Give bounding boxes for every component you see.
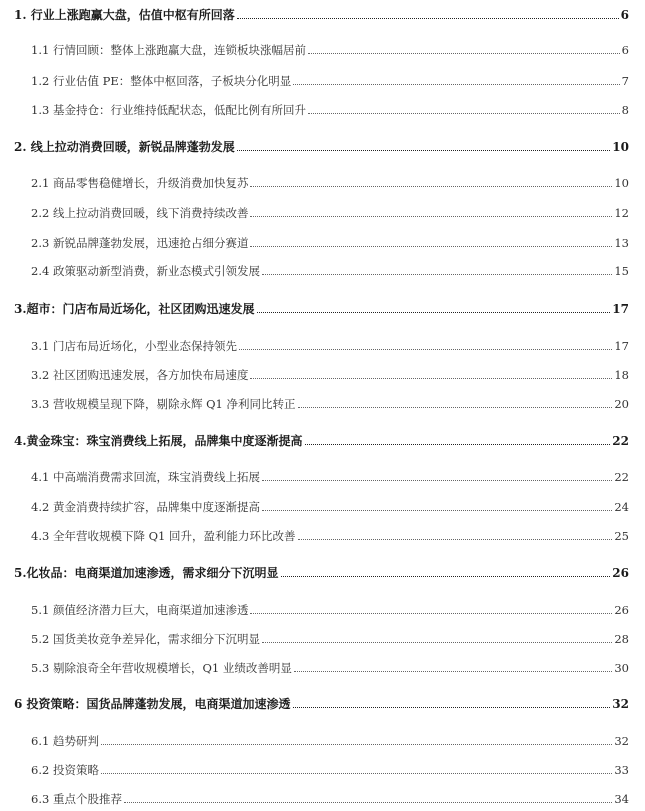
toc-title: 5.2 国货美妆竞争差异化，需求细分下沉明显 — [31, 632, 260, 646]
toc-page-number: 18 — [614, 368, 629, 382]
leader-dots — [293, 84, 619, 85]
toc-section-6[interactable] — [14, 695, 629, 711]
toc-subsection-5-3[interactable] — [31, 659, 629, 675]
toc-title: 5.化妆品：电商渠道加速渗透，需求细分下沉明显 — [14, 566, 279, 580]
toc-page-number: 30 — [614, 661, 629, 675]
toc-subsection-6-3[interactable] — [31, 790, 629, 806]
leader-dots — [298, 407, 613, 408]
toc-title: 5.3 剔除浪奇全年营收规模增长，Q1 业绩改善明显 — [31, 661, 292, 675]
toc-section-4[interactable] — [14, 432, 629, 448]
leader-dots — [281, 576, 611, 577]
toc-title: 2. 线上拉动消费回暖，新锐品牌蓬勃发展 — [14, 140, 235, 154]
toc-title: 6.3 重点个股推荐 — [31, 792, 122, 806]
toc-title: 2.1 商品零售稳健增长，升级消费加快复苏 — [31, 176, 249, 190]
toc-subsection-4-3[interactable] — [31, 527, 629, 543]
toc-subsection-2-2[interactable] — [31, 204, 629, 220]
toc-subsection-5-1[interactable] — [31, 601, 629, 617]
leader-dots — [250, 186, 612, 187]
toc-subsection-2-1[interactable] — [31, 174, 629, 190]
toc-title: 1.3 基金持仓：行业维持低配状态，低配比例有所回升 — [31, 103, 306, 117]
toc-title: 2.2 线上拉动消费回暖，线下消费持续改善 — [31, 206, 249, 220]
leader-dots — [239, 349, 612, 350]
toc-title: 6 投资策略：国货品牌蓬勃发展，电商渠道加速渗透 — [14, 697, 291, 711]
toc-title: 6.2 投资策略 — [31, 763, 99, 777]
toc-title: 1.2 行业估值 PE：整体中枢回落，子板块分化明显 — [31, 74, 292, 88]
leader-dots — [237, 18, 619, 19]
toc-subsection-1-2[interactable] — [31, 72, 629, 88]
leader-dots — [262, 274, 612, 275]
toc-page-number: 22 — [614, 470, 629, 484]
leader-dots — [101, 773, 612, 774]
leader-dots — [257, 312, 611, 313]
leader-dots — [262, 642, 612, 643]
toc-page-number: 24 — [614, 500, 629, 514]
toc-subsection-2-3[interactable] — [31, 234, 629, 250]
toc-title: 2.3 新锐品牌蓬勃发展，迅速抢占细分赛道 — [31, 236, 249, 250]
leader-dots — [262, 480, 612, 481]
leader-dots — [250, 378, 612, 379]
toc-title: 1.1 行情回顾：整体上涨跑赢大盘，连锁板块涨幅居前 — [31, 43, 306, 57]
toc-page-number: 6 — [620, 8, 629, 22]
toc-subsection-6-2[interactable] — [31, 761, 629, 777]
leader-dots — [250, 246, 612, 247]
toc-page-number: 7 — [621, 74, 629, 88]
toc-page-number: 34 — [614, 792, 629, 806]
toc-page-number: 12 — [614, 206, 629, 220]
toc-title: 4.1 中高端消费需求回流，珠宝消费线上拓展 — [31, 470, 260, 484]
toc-page-number: 15 — [614, 264, 629, 278]
toc-page-number: 32 — [614, 734, 629, 748]
toc-subsection-1-1[interactable] — [31, 41, 629, 57]
toc-title: 4.2 黄金消费持续扩容，品牌集中度逐渐提高 — [31, 500, 260, 514]
toc-page-number: 25 — [614, 529, 629, 543]
toc-title: 2.4 政策驱动新型消费，新业态模式引领发展 — [31, 264, 260, 278]
toc-page-number: 20 — [614, 397, 629, 411]
leader-dots — [237, 150, 611, 151]
toc-title: 4.3 全年营收规模下降 Q1 回升，盈利能力环比改善 — [31, 529, 296, 543]
toc-subsection-1-3[interactable] — [31, 101, 629, 117]
toc-section-2[interactable] — [14, 138, 629, 154]
toc-subsection-3-1[interactable] — [31, 337, 629, 353]
toc-title: 3.超市：门店布局近场化，社区团购迅速发展 — [14, 302, 255, 316]
toc-title: 3.3 营收规模呈现下降，剔除永辉 Q1 净利同比转正 — [31, 397, 296, 411]
toc-subsection-6-1[interactable] — [31, 732, 629, 748]
toc-title: 5.1 颜值经济潜力巨大，电商渠道加速渗透 — [31, 603, 249, 617]
toc-page-number: 33 — [614, 763, 629, 777]
leader-dots — [250, 613, 612, 614]
leader-dots — [250, 216, 612, 217]
toc-page-number: 8 — [621, 103, 629, 117]
leader-dots — [305, 444, 611, 445]
toc-subsection-5-2[interactable] — [31, 630, 629, 646]
toc-page-number: 13 — [614, 236, 629, 250]
toc-page-number: 10 — [612, 140, 629, 154]
toc-title: 3.1 门店布局近场化，小型业态保持领先 — [31, 339, 237, 353]
toc-title: 3.2 社区团购迅速发展，各方加快布局速度 — [31, 368, 249, 382]
toc-subsection-4-1[interactable] — [31, 468, 629, 484]
toc-page-number: 6 — [621, 43, 629, 57]
toc-title: 6.1 趋势研判 — [31, 734, 99, 748]
toc-page-number: 28 — [614, 632, 629, 646]
toc-section-3[interactable] — [14, 300, 629, 316]
toc-subsection-3-3[interactable] — [31, 395, 629, 411]
leader-dots — [293, 707, 611, 708]
leader-dots — [298, 539, 613, 540]
toc-section-5[interactable] — [14, 564, 629, 580]
toc-page-number: 10 — [614, 176, 629, 190]
toc-subsection-4-2[interactable] — [31, 498, 629, 514]
toc-title: 4.黄金珠宝：珠宝消费线上拓展，品牌集中度逐渐提高 — [14, 434, 303, 448]
leader-dots — [101, 744, 612, 745]
toc-subsection-3-2[interactable] — [31, 366, 629, 382]
toc-title: 1. 行业上涨跑赢大盘，估值中枢有所回落 — [14, 8, 235, 22]
toc-subsection-2-4[interactable] — [31, 262, 629, 278]
leader-dots — [124, 802, 612, 803]
toc-page-number: 26 — [614, 603, 629, 617]
toc-page-number: 22 — [612, 434, 629, 448]
toc-section-1[interactable] — [14, 6, 629, 22]
toc-page-number: 32 — [612, 697, 629, 711]
toc-page-number: 17 — [612, 302, 629, 316]
leader-dots — [262, 510, 612, 511]
toc-page-number: 26 — [612, 566, 629, 580]
leader-dots — [308, 113, 620, 114]
toc-page-number: 17 — [614, 339, 629, 353]
leader-dots — [308, 53, 620, 54]
leader-dots — [294, 671, 613, 672]
